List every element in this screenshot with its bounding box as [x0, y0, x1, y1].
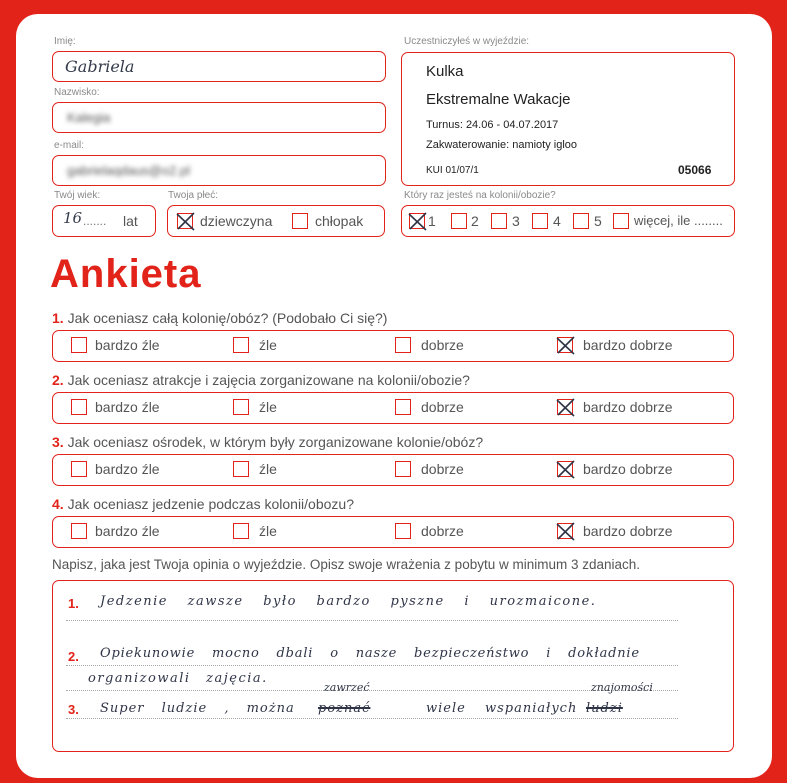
age-label: Twój wiek: [54, 190, 101, 201]
question-number: 2. [52, 372, 64, 388]
question-2-text [52, 372, 470, 388]
rating-option-label: bardzo dobrze [583, 399, 673, 415]
rating-option-label: źle [259, 523, 277, 539]
times-option-more: więcej, ile ........ [634, 213, 723, 228]
rating-option-label: źle [259, 399, 277, 415]
name-value: Gabriela [65, 57, 135, 76]
answer-text-3-correction-1: zawrzeć [324, 681, 370, 694]
rating-checkbox[interactable] [233, 337, 249, 353]
rating-option-label: bardzo źle [95, 399, 160, 415]
surname-label: Nazwisko: [54, 87, 100, 98]
rating-checkbox[interactable] [71, 523, 87, 539]
gender-option-girl: dziewczyna [200, 213, 273, 229]
checkmark-x-icon [555, 396, 577, 418]
rating-checkbox[interactable] [233, 523, 249, 539]
question-number: 1. [52, 310, 64, 326]
email-label: e-mail: [54, 140, 85, 151]
answer-text-2: Opiekunowie mocno dbali o nasze bezpieczeństwo i dokładnie [100, 646, 640, 661]
times-checkbox-5[interactable] [573, 213, 589, 229]
answer-line [66, 665, 678, 666]
gender-option-boy: chłopak [315, 213, 364, 229]
rating-checkbox[interactable] [395, 523, 411, 539]
rating-checkbox[interactable] [395, 337, 411, 353]
rating-option-label: dobrze [421, 337, 464, 353]
trip-lodging: Zakwaterowanie: namioty igloo [426, 139, 578, 151]
question-2-options [52, 392, 734, 424]
rating-checkbox[interactable] [71, 461, 87, 477]
answer-number-1: 1. [68, 596, 79, 611]
rating-option-label: źle [259, 461, 277, 477]
surname-field[interactable] [52, 102, 386, 133]
times-field [401, 205, 735, 237]
answer-line [66, 690, 678, 691]
answer-text-3-struck-2: ludzi [586, 701, 623, 716]
trip-code: KUI 01/07/1 [426, 165, 479, 176]
rating-option-label: dobrze [421, 461, 464, 477]
times-label: Który raz jesteś na kolonii/obozie? [404, 190, 556, 201]
email-field[interactable] [52, 155, 386, 186]
times-checkbox-1[interactable] [409, 213, 425, 229]
rating-option-label: bardzo źle [95, 337, 160, 353]
checkmark-x-icon [555, 458, 577, 480]
answer-text-3-part-2: wiele wspaniałych [426, 701, 578, 716]
rating-option-label: dobrze [421, 523, 464, 539]
question-label: Jak oceniasz jedzenie podczas kolonii/obozu? [67, 496, 354, 512]
checkmark-x-icon [407, 210, 429, 232]
name-field[interactable] [52, 51, 386, 82]
age-field[interactable] [52, 205, 156, 237]
trip-info-box [401, 52, 735, 186]
gender-checkbox-boy[interactable] [292, 213, 308, 229]
checkmark-x-icon [555, 520, 577, 542]
survey-form-sheet [16, 14, 772, 778]
rating-option-label: bardzo źle [95, 523, 160, 539]
question-label: Jak oceniasz atrakcje i zajęcia zorganizowane na kolonii/obozie? [67, 372, 470, 388]
question-label: Jak oceniasz ośrodek, w którym były zorganizowane kolonie/obóz? [67, 434, 484, 450]
age-dots: ....... [83, 214, 107, 228]
rating-checkbox[interactable] [233, 399, 249, 415]
times-option-5: 5 [594, 213, 602, 229]
question-1-text [52, 310, 387, 326]
answer-number-3: 3. [68, 702, 79, 717]
rating-checkbox[interactable] [557, 399, 573, 415]
checkmark-x-icon [555, 334, 577, 356]
question-4-text [52, 496, 354, 512]
surname-value-blurred: Kalegia [67, 110, 111, 125]
rating-option-label: bardzo dobrze [583, 461, 673, 477]
answer-number-2: 2. [68, 649, 79, 664]
question-1-options [52, 330, 734, 362]
times-option-3: 3 [512, 213, 520, 229]
times-option-2: 2 [471, 213, 479, 229]
rating-checkbox[interactable] [71, 337, 87, 353]
name-label: Imię: [54, 36, 76, 47]
answer-text-3-part-1: Super ludzie , można [100, 701, 295, 716]
answer-text-2-continued: organizowali zajęcia. [88, 671, 268, 686]
times-checkbox-4[interactable] [532, 213, 548, 229]
checkmark-x-icon [175, 210, 197, 232]
question-3-text [52, 434, 483, 450]
gender-checkbox-girl[interactable] [177, 213, 193, 229]
trip-turnus: Turnus: 24.06 - 04.07.2017 [426, 119, 559, 131]
rating-checkbox[interactable] [395, 461, 411, 477]
trip-place: Kulka [426, 63, 464, 80]
rating-checkbox[interactable] [395, 399, 411, 415]
answer-line [66, 620, 678, 621]
answer-text-1: Jedzenie zawsze było bardzo pyszne i urozmaicone. [100, 594, 597, 609]
email-value-blurred: gabrielaqdaus@o2.pl [67, 163, 191, 178]
trip-label: Uczestniczyłeś w wyjeździe: [404, 36, 530, 47]
rating-option-label: źle [259, 337, 277, 353]
answer-text-3-correction-2: znajomości [591, 681, 653, 694]
rating-option-label: bardzo dobrze [583, 523, 673, 539]
question-number: 3. [52, 434, 64, 450]
rating-checkbox[interactable] [557, 461, 573, 477]
rating-option-label: bardzo źle [95, 461, 160, 477]
age-unit: lat [123, 213, 138, 229]
trip-title: Ekstremalne Wakacje [426, 91, 571, 108]
rating-option-label: bardzo dobrze [583, 337, 673, 353]
gender-label: Twoja płeć: [168, 190, 219, 201]
question-4-options [52, 516, 734, 548]
times-option-1: 1 [428, 213, 436, 229]
rating-option-label: dobrze [421, 399, 464, 415]
question-3-options [52, 454, 734, 486]
trip-number: 05066 [678, 163, 712, 177]
age-value: 16 [63, 209, 83, 227]
times-option-4: 4 [553, 213, 561, 229]
question-label: Jak oceniasz całą kolonię/obóz? (Podobało Ci się?) [67, 310, 388, 326]
opinion-prompt: Napisz, jaka jest Twoja opinia o wyjeździe. Opisz swoje wrażenia z pobytu w minimum 3 zdaniach. [52, 557, 641, 572]
answer-text-3-struck-1: poznać [318, 701, 371, 716]
rating-checkbox[interactable] [557, 337, 573, 353]
question-number: 4. [52, 496, 64, 512]
times-checkbox-2[interactable] [451, 213, 467, 229]
rating-checkbox[interactable] [233, 461, 249, 477]
answer-line [66, 718, 678, 719]
gender-field [167, 205, 385, 237]
times-checkbox-3[interactable] [491, 213, 507, 229]
times-checkbox-more[interactable] [613, 213, 629, 229]
survey-title: Ankieta [50, 252, 202, 296]
rating-checkbox[interactable] [71, 399, 87, 415]
rating-checkbox[interactable] [557, 523, 573, 539]
